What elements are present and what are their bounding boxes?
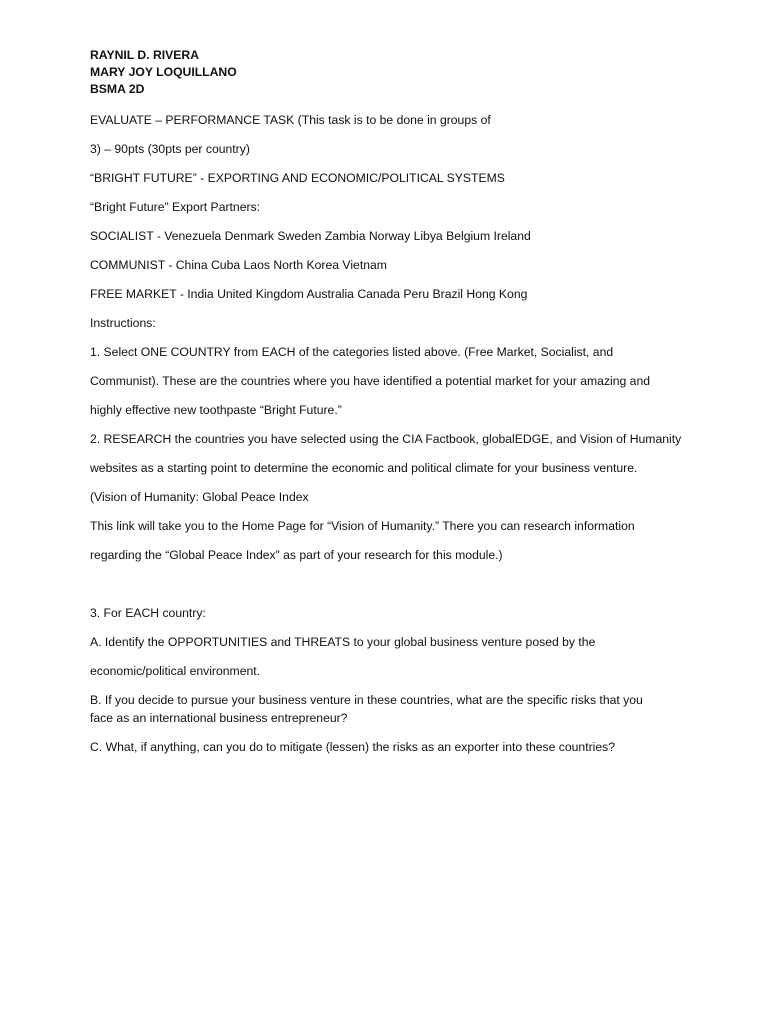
task-subject: “BRIGHT FUTURE” - EXPORTING AND ECONOMIC/POLITICAL SYSTEMS: [90, 171, 505, 185]
communist-countries: COMMUNIST - China Cuba Laos North Korea Vietnam: [90, 258, 387, 272]
author-header: [90, 47, 688, 98]
instructions-heading: Instructions:: [90, 316, 156, 330]
socialist-countries: SOCIALIST - Venezuela Denmark Sweden Zambia Norway Libya Belgium Ireland: [90, 229, 531, 243]
instruction-2-line-5: regarding the “Global Peace Index” as part of your research for this module.): [90, 548, 503, 562]
instruction-2-line-2: websites as a starting point to determine the economic and political climate for your business venture.: [90, 461, 638, 475]
export-partners-heading: “Bright Future” Export Partners:: [90, 200, 261, 214]
instruction-3a-line-1: A. Identify the OPPORTUNITIES and THREATS to your global business venture posed by the: [90, 635, 596, 649]
task-body: [90, 112, 688, 756]
free-market-countries: FREE MARKET - India United Kingdom Australia Canada Peru Brazil Hong Kong: [90, 287, 528, 301]
instruction-1-line-3: highly effective new toothpaste “Bright Future.”: [90, 403, 342, 417]
instruction-1-line-2: Communist). These are the countries where you have identified a potential market for your amazing and: [90, 374, 651, 388]
instruction-3-heading: 3. For EACH country:: [90, 606, 206, 620]
task-title-line-2: 3) – 90pts (30pts per country): [90, 142, 250, 156]
instruction-2-line-3: (Vision of Humanity: Global Peace Index: [90, 490, 309, 504]
class-section: BSMA 2D: [90, 82, 145, 96]
instruction-3b-line-1: B. If you decide to pursue your business venture in these countries, what are the specific risks that you: [90, 693, 643, 707]
instruction-3c: C. What, if anything, can you do to mitigate (lessen) the risks as an exporter into these countries?: [90, 740, 616, 754]
author-name-1: RAYNIL D. RIVERA: [90, 48, 200, 62]
author-name-2: MARY JOY LOQUILLANO: [90, 65, 237, 79]
instruction-2-line-1: 2. RESEARCH the countries you have selected using the CIA Factbook, globalEDGE, and Vision of Humanity: [90, 432, 682, 446]
instruction-3b-line-2: face as an international business entrepreneur?: [90, 711, 348, 725]
task-title-line-1: EVALUATE – PERFORMANCE TASK (This task is to be done in groups of: [90, 113, 491, 127]
instruction-3a-line-2: economic/political environment.: [90, 664, 261, 678]
instruction-1-line-1: 1. Select ONE COUNTRY from EACH of the categories listed above. (Free Market, Socialist, and: [90, 345, 614, 359]
instruction-2-line-4: This link will take you to the Home Page for “Vision of Humanity.” There you can research information: [90, 519, 635, 533]
